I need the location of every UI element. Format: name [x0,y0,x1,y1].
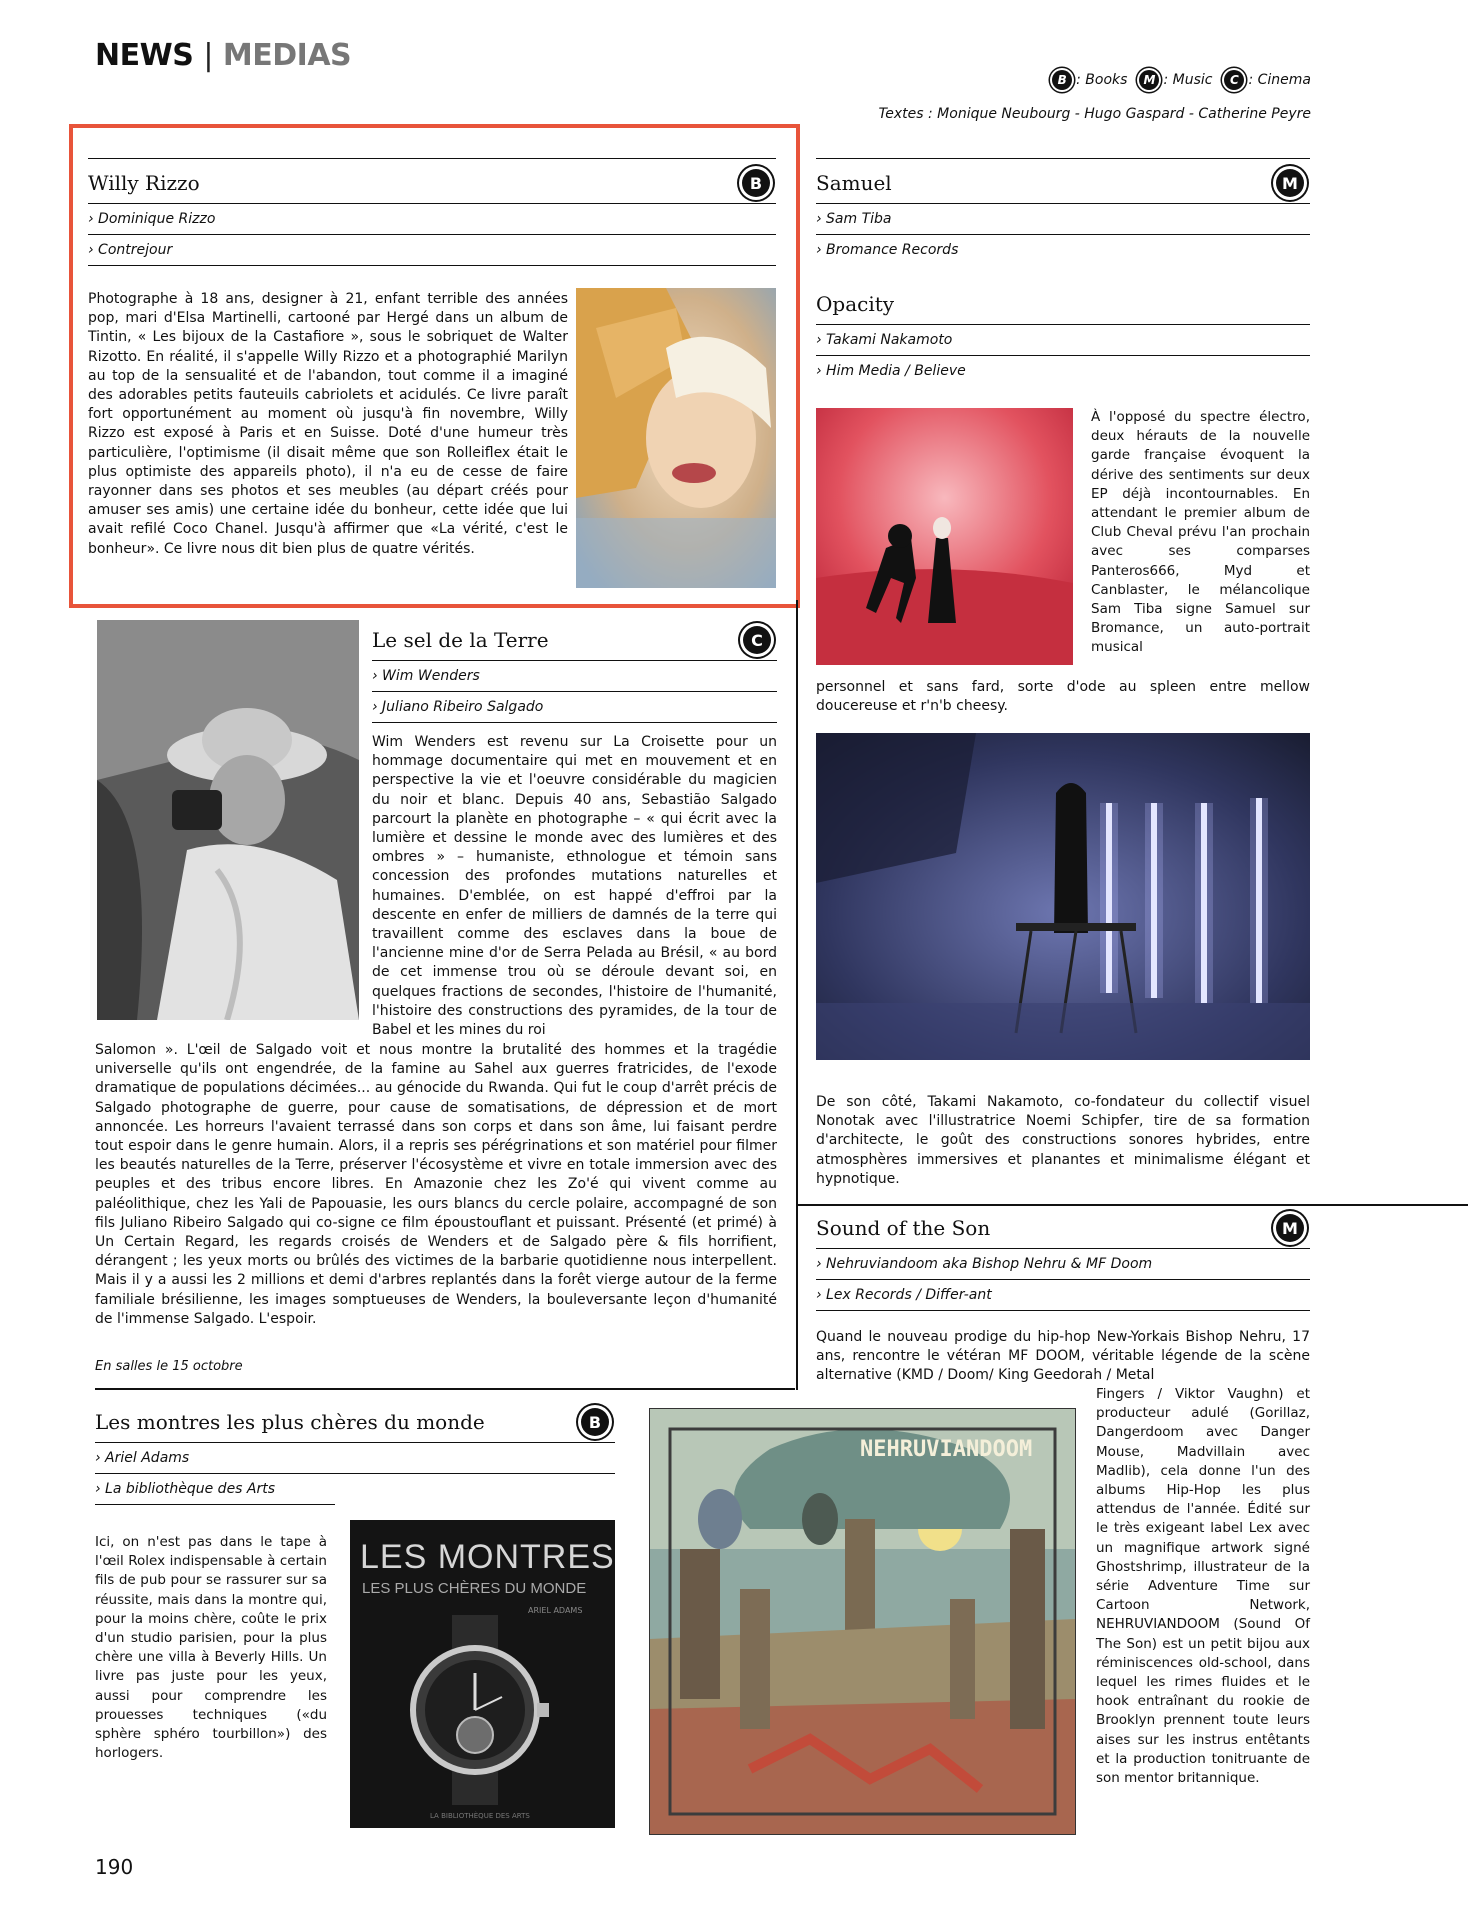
review-les-montres [95,1398,615,1505]
category-legend [1052,70,1311,90]
review-publisher: › Contrejour [88,235,776,266]
review-le-sel-de-la-terre [372,616,777,723]
magazine-section-header [95,38,351,73]
watch-icon [390,1615,560,1805]
review-label: › Him Media / Believe [816,363,966,379]
review-director: › Juliano Ribeiro Salgado [372,692,777,723]
books-icon: B [581,1408,609,1436]
salgado-photo [97,620,359,1020]
review-sound-of-the-son [816,1204,1310,1311]
review-title: Samuel M [816,159,1310,204]
review-title: Willy Rizzo B [88,159,776,204]
review-body-bottom: Salomon ». L'œil de Salgado voit et nous montre la brutalité des hommes et la tragédie universelle qu'ils ont engendrée, de la famine au Sahel aux guerres fratricides, de l'exode dramatique de populations décimées... au génocide du Rwanda. Qui fut le coup d'arrêt précis de Salgado photographe de guerre, pour cause de somatisations, de dépression et de mort annoncée. Les horreurs l'avaient terrassé dans son corps et dans son âme, lui faisant perdre tout espoir dans le genre humain. Alors, il a repris ses pérégrinations et son matériel pour filmer les beautés naturelles de la Terre, préserver l'écosystème et vivre en totale immersion avec des peuples et des tribus encore libres. En Amazonie chez les Zo'é qui vivent comme au paléolithique, chez les Yali de Papouasie, les ours blancs du cercle polaire, accompagné de son fils Juliano Ribeiro Salgado qui co-signe ce film époustouflant et puissant. Présenté (et primé) à Un Certain Regard, les regards croisés de Wenders et de Salgado père & fils horrifient, dérangent ; les yeux morts ou brûlés des victimes de la barbarie quotidienne nous interpellent. Mais il y a aussi les 2 millions et demi d'arbres replantés dans la forêt vierge autour de la ferme familiale brésilienne, les images somptueuses de Wenders, la bouleversante leçon d'humanité de l'immense Salgado. L'espoir. [95,1042,777,1327]
books-icon: B [1052,70,1072,90]
review-label: › Lex Records / Differ-ant [816,1280,1310,1311]
music-icon: M [1139,70,1159,90]
review-title: Le sel de la Terre C [372,616,777,661]
review-artist: › Sam Tiba [816,204,1310,235]
review-publisher: › La bibliothèque des Arts [95,1474,335,1505]
review-label: › Bromance Records [816,242,959,258]
review-director: › Wim Wenders [372,661,777,692]
release-date: En salles le 15 octobre [95,1359,243,1374]
legend-cinema: C : Cinema [1224,70,1311,90]
text-credits: Textes : Monique Neubourg - Hugo Gaspard - Catherine Peyre [878,106,1311,122]
review-willy-rizzo [88,158,776,266]
page-number: 190 [95,1855,134,1879]
column-divider [796,600,798,1390]
music-icon: M [1276,1214,1304,1242]
legend-books: B : Books [1052,70,1127,90]
cinema-icon: C [1224,70,1244,90]
review-title: Opacity [816,284,1310,325]
review-artist: › Takami Nakamoto [816,325,1310,356]
divider [95,1388,795,1390]
music-icon: M [1276,169,1304,197]
review-body-top: Wim Wenders est revenu sur La Croisette pour un hommage documentaire qui met en mouvement et en perspective la vie et l'oeuvre considérable du magicien du noir et blanc. Depuis 40 ans, Sebastião Salgado parcourt la planète en photographe – « qui écrit avec la lumière et dessine le monde avec des lumières et des ombres » – humaniste, ethnologue et témoin sans concession des profondes mutations naturelles et humaines. D'emblée, on est happé d'effroi par la descente en enfer de milliers de damnés de la terre qui travaillent comme des esclaves dans la boue de l'ancienne mine d'or de Serra Pelada au Brésil, « au bord de cet immense trou où se déroule devant soi, en quelques fractions de secondes, l'histoire de l'humanité, l'histoire des constructions des pyramides, de la tour de Babel et les mines du roi [372,734,777,1039]
review-artist: › Nehruviandoom aka Bishop Nehru & MF Doom [816,1249,1310,1280]
samuel-cover-photo [816,408,1073,665]
review-samuel [816,158,1310,265]
review-title: Les montres les plus chères du monde B [95,1398,615,1443]
nehruviandoom-album-cover [649,1408,1076,1835]
review-body: Quand le nouveau prodige du hip-hop New-Yorkais Bishop Nehru, 17 ans, rencontre le vétéran MF DOOM, véritable légende de la scène alternative (KMD / Doom/ King Geedorah / Metal [816,1329,1310,1384]
section-medias: MEDIAS [222,38,352,73]
header-separator: | [203,38,213,73]
review-body-side: Fingers / Viktor Vaughn) et producteur adulé (Gorillaz, Dangerdoom avec Danger Mouse, Madvillain avec Madlib), cela donne l'un des albums Hip-Hop les plus attendus de l'année. Édité sur le très exigeant label Lex avec un magnifique artwork signé Ghostshrimp, illustrateur de la série Adventure Time sur Cartoon Network, NEHRUVIANDOOM (Sound Of The Son) est un petit bijou aux réminiscences old-school, dans lequel les rimes fluides et le hook entraînant du rookie de Brooklyn prennent toute leurs aises sur les instrus entêtants et la production tonitruante de son mentor britannique. [1096,1386,1310,1787]
cover-subtitle: LES PLUS CHÈRES DU MONDE [362,1580,587,1597]
review-body-continued: personnel et sans fard, sorte d'ode au spleen entre mellow doucereuse et r'n'b cheesy. [816,679,1310,715]
cover-title: LES MONTRES [360,1538,615,1576]
cover-author: ARIEL ADAMS [528,1606,583,1615]
opacity-cover-photo [816,733,1310,1060]
cover-publisher: LA BIBLIOTHÈQUE DES ARTS [430,1812,530,1820]
review-body: Ici, on n'est pas dans le tape à l'œil Rolex indispensable à certain fils de pub pour se rassurer sur sa réussite, mais dans la montre qui, pour la moins chère, coûte le prix d'un studio parisien, pour la plus chère une villa à Beverly Hills. Un livre pas juste pour les yeux, aussi pour comprendre les prouesses techniques («du sphère sphéro tourbillon») des horlogers. [95,1534,327,1762]
marilyn-photo [576,288,776,588]
review-body: Photographe à 18 ans, designer à 21, enfant terrible des années pop, mari d'Elsa Martinelli, cartooné par Hergé dans un album de Tintin, « Les bijoux de la Castafiore », sous le sobriquet de Walter Rizotto. En réalité, il s'appelle Willy Rizzo et a photographié Marilyn au top de la sensualité et de l'abandon, tout comme il a imaginé des adorables petits fauteuils cabriolets et acidulés. Ce livre paraît fort opportunément au moment où jusqu'à fin novembre, Willy Rizzo est exposé à Paris et en Suisse. Doté d'une humeur très particulière, l'optimisme (il disait même que son Rolleiflex était le plus optimiste des appareils photo), il n'a eu de cesse de faire rayonner dans ses photos et ses meubles (au départ créés pour amuser ses amis) une certaine idée du bonheur, cette idée que lui avait refilé Coco Chanel. Jusqu'à affirmer que «La vérité, c'est le bonheur». Ce livre nous dit bien plus de quatre vérités. [88,291,568,557]
cover-title: NEHRUVIANDOOM [860,1437,1033,1462]
review-body-side: À l'opposé du spectre électro, deux hérauts de la nouvelle garde française évoquent la dérive des sentiments sur deux EP déjà incontournables. En attendant le premier album de Club Cheval prévu l'an prochain avec ses comparses Panteros666, Myd et Canblaster, le mélancolique Sam Tiba signe Samuel sur Bromance, un auto-portrait musical [1091,409,1310,656]
legend-music: M : Music [1139,70,1212,90]
review-body-bottom: De son côté, Takami Nakamoto, co-fondateur du collectif visuel Nonotak avec l'illustratrice Noemi Schipfer, tire de sa formation d'architecte, le goût des constructions sonores hybrides, entre atmosphères immersives et planantes et minimalisme élégant et hypnotique. [816,1094,1310,1187]
review-title: Sound of the Son M [816,1204,1310,1249]
watch-book-cover [350,1520,615,1828]
review-author: › Ariel Adams [95,1443,615,1474]
cinema-icon: C [743,626,771,654]
books-icon: B [742,169,770,197]
review-opacity [816,284,1310,386]
section-news: NEWS [95,38,194,73]
review-author: › Dominique Rizzo [88,204,776,235]
